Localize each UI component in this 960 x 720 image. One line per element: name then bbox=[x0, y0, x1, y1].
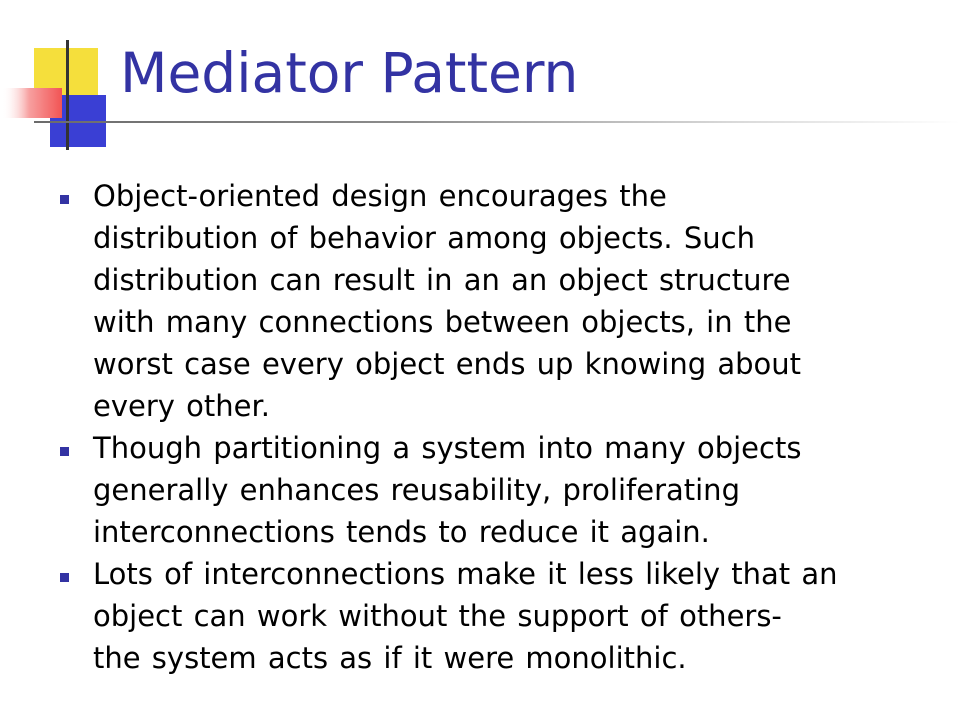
logo-vertical-line bbox=[66, 40, 69, 150]
square-bullet-icon bbox=[60, 573, 69, 582]
bullet-text: Lots of interconnections make it less likely that an object can work without the support of others- the system acts as if it were monolithic. bbox=[93, 557, 838, 675]
square-bullet-icon bbox=[60, 447, 69, 456]
logo-red-bar bbox=[2, 88, 62, 118]
bullet-text: Object-oriented design encourages the distribution of behavior among objects. Such distribution can result in an an object structure with many connections between objects, in the worst case every object ends up knowing about every other. bbox=[93, 179, 802, 423]
title-underline bbox=[34, 121, 960, 123]
bullet-text: Though partitioning a system into many objects generally enhances reusability, proliferating interconnections tends to reduce it again. bbox=[93, 431, 802, 549]
decorative-squares-logo-icon bbox=[0, 0, 140, 160]
slide-title: Mediator Pattern bbox=[120, 41, 579, 105]
square-bullet-icon bbox=[60, 195, 69, 204]
